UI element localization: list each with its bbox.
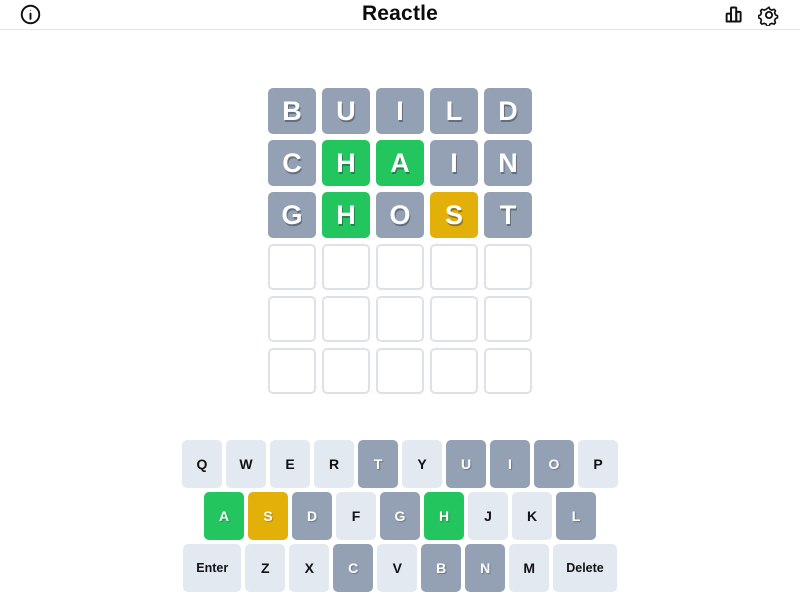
keyboard-row-1 [182, 440, 618, 488]
tile-r2-c5: N [484, 140, 532, 186]
key-t[interactable]: T [358, 440, 398, 488]
board-row-6 [268, 348, 532, 394]
tile-r5-c3 [376, 296, 424, 342]
keyboard-row-2 [204, 492, 596, 540]
stats-button[interactable] [724, 4, 745, 25]
key-o[interactable]: O [534, 440, 574, 488]
key-enter[interactable]: Enter [183, 544, 241, 592]
keyboard-row-3 [183, 544, 617, 592]
tile-r3-c4: S [430, 192, 478, 238]
tile-r2-c2: H [322, 140, 370, 186]
key-h[interactable]: H [424, 492, 464, 540]
tile-r2-c1: C [268, 140, 316, 186]
key-u[interactable]: U [446, 440, 486, 488]
tile-r6-c4 [430, 348, 478, 394]
key-f[interactable]: F [336, 492, 376, 540]
header [0, 0, 800, 30]
tile-r1-c5: D [484, 88, 532, 134]
key-q[interactable]: Q [182, 440, 222, 488]
tile-r4-c2 [322, 244, 370, 290]
tile-r1-c1: B [268, 88, 316, 134]
key-g[interactable]: G [380, 492, 420, 540]
tile-r5-c4 [430, 296, 478, 342]
key-l[interactable]: L [556, 492, 596, 540]
board-row-3 [268, 192, 532, 238]
tile-r3-c5: T [484, 192, 532, 238]
header-right-icons [724, 4, 780, 26]
bar-chart-icon [724, 4, 745, 25]
tile-r6-c1 [268, 348, 316, 394]
tile-r2-c4: I [430, 140, 478, 186]
board-row-4 [268, 244, 532, 290]
key-k[interactable]: K [512, 492, 552, 540]
tile-r5-c2 [322, 296, 370, 342]
tile-r1-c3: I [376, 88, 424, 134]
key-v[interactable]: V [377, 544, 417, 592]
tile-r6-c5 [484, 348, 532, 394]
key-c[interactable]: C [333, 544, 373, 592]
key-w[interactable]: W [226, 440, 266, 488]
tile-r1-c2: U [322, 88, 370, 134]
tile-r6-c3 [376, 348, 424, 394]
key-i[interactable]: I [490, 440, 530, 488]
tile-r3-c2: H [322, 192, 370, 238]
key-z[interactable]: Z [245, 544, 285, 592]
key-a[interactable]: A [204, 492, 244, 540]
key-m[interactable]: M [509, 544, 549, 592]
key-b[interactable]: B [421, 544, 461, 592]
info-icon [20, 4, 41, 25]
board-row-5 [268, 296, 532, 342]
key-d[interactable]: D [292, 492, 332, 540]
key-x[interactable]: X [289, 544, 329, 592]
tile-r5-c5 [484, 296, 532, 342]
key-delete[interactable]: Delete [553, 544, 617, 592]
key-e[interactable]: E [270, 440, 310, 488]
gear-icon [758, 4, 780, 26]
key-p[interactable]: P [578, 440, 618, 488]
keyboard [0, 440, 800, 592]
tile-r4-c4 [430, 244, 478, 290]
key-n[interactable]: N [465, 544, 505, 592]
tile-r5-c1 [268, 296, 316, 342]
tile-r4-c1 [268, 244, 316, 290]
board [268, 88, 532, 394]
info-button[interactable] [20, 4, 41, 25]
key-s[interactable]: S [248, 492, 288, 540]
page-title: Reactle [361, 2, 439, 25]
tile-r1-c4: L [430, 88, 478, 134]
board-row-2 [268, 140, 532, 186]
key-y[interactable]: Y [402, 440, 442, 488]
key-j[interactable]: J [468, 492, 508, 540]
tile-r3-c3: O [376, 192, 424, 238]
board-row-1 [268, 88, 532, 134]
tile-r2-c3: A [376, 140, 424, 186]
tile-r6-c2 [322, 348, 370, 394]
settings-button[interactable] [758, 4, 780, 26]
key-r[interactable]: R [314, 440, 354, 488]
tile-r4-c3 [376, 244, 424, 290]
tile-r3-c1: G [268, 192, 316, 238]
tile-r4-c5 [484, 244, 532, 290]
